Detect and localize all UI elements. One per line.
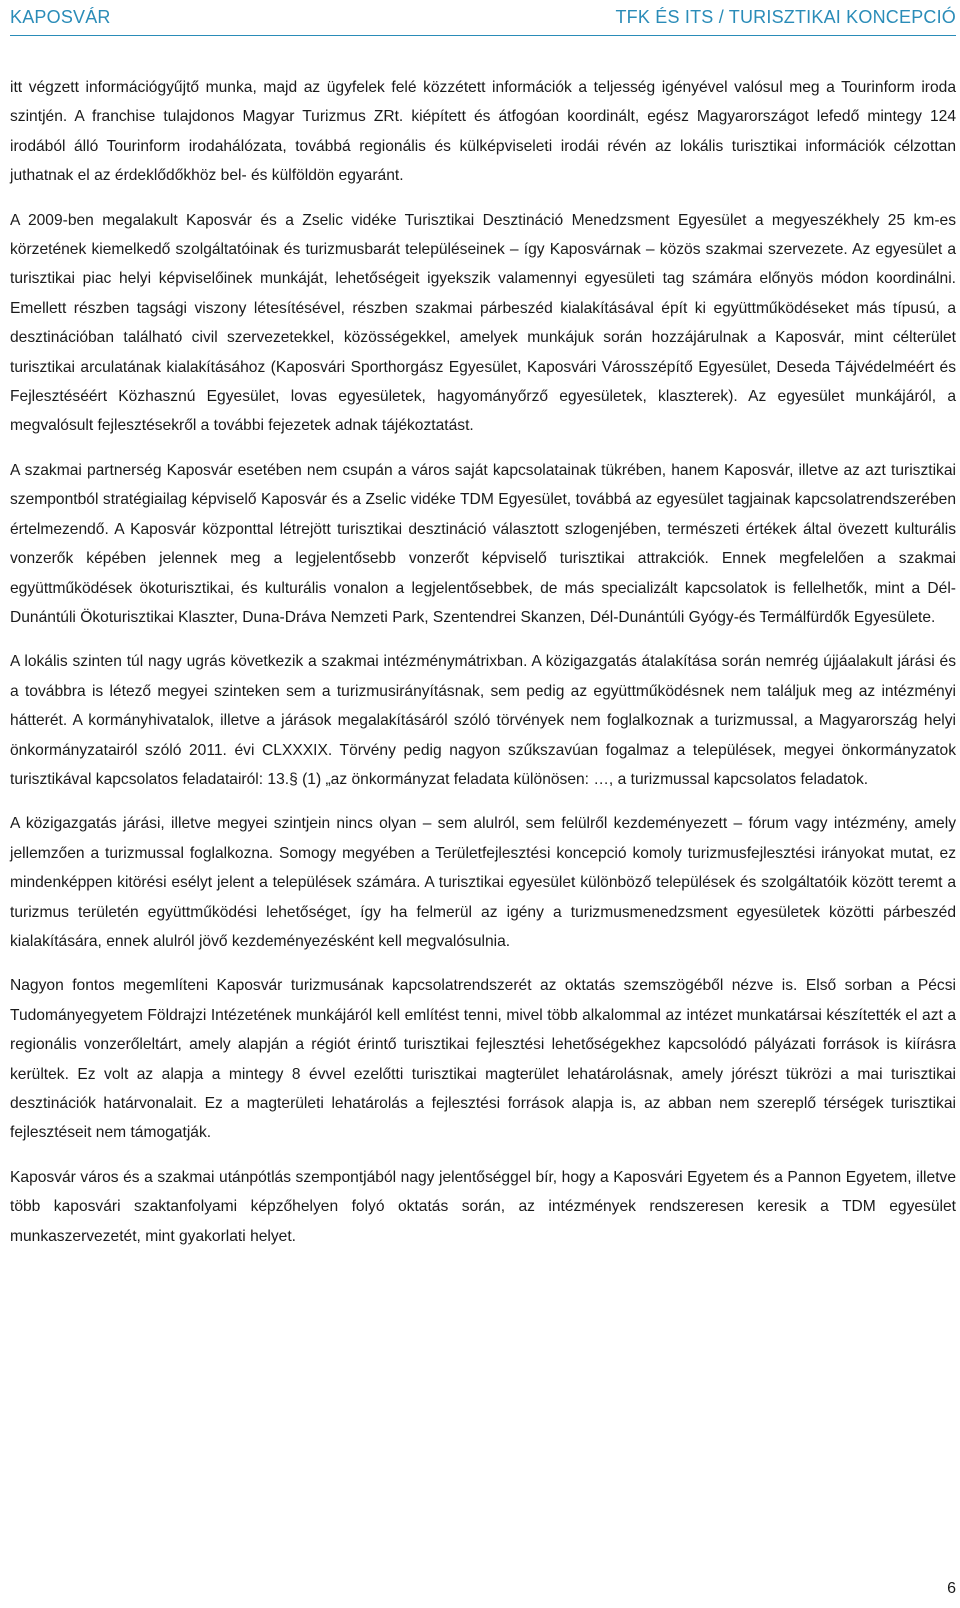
paragraph-7: Kaposvár város és a szakmai utánpótlás szempontjából nagy jelentőséggel bír, hogy a Kaposvári Egyetem és a Pannon Egyetem, illetve több kaposvári szaktanfolyami képzőhelyen folyó oktatás során, az intézmények rendszeresen keresik a TDM egyesület munkaszervezetét, mint gyakorlati helyet. — [10, 1168, 956, 1245]
paragraph-6: Nagyon fontos megemlíteni Kaposvár turizmusának kapcsolatrendszerét az oktatás szemszögéből nézve is. Első sorban a Pécsi Tudományegyetem Földrajzi Intézetének munkájáról kell említést tenni, mivel több alkalommal az intézet munkatársai készítették el azt a regionális vonzerőleltárt, amely alapján a régiót érintő turisztikai fejlesztési lehetőségekhez kapcsolódó pályázati források is kiírásra kerültek. Ez volt az alapja a mintegy 8 évvel ezelőtti turisztikai magterület lehatárolásnak, amely jórészt tükrözi a mai turisztikai desztinációk határvonalait. Ez a magterületi lehatárolás a fejlesztési források alapja is, az abban nem szereplő térségek turisztikai fejlesztéseit nem támogatják. — [10, 977, 956, 1142]
paragraph-3: A szakmai partnerség Kaposvár esetében nem csupán a város saját kapcsolatainak tükrében, hanem Kaposvár, illetve az azt turisztikai szempontból stratégiailag képviselő Kaposvár és a Zselic vidéke TDM Egyesület, továbbá az egyesület tagjainak kapcsolatrendszerében értelmezendő. A Kaposvár központtal létrejött turisztikai desztináció választott szlogenjében, természeti értékek által övezett kulturális vonzerők képében jelennek meg a legjelentősebb vonzerőt képviselő turisztikai attrakciók. Ennek megfelelően a szakmai együttműködések ökoturisztikai, és kulturális vonalon a legjelentősebbek, de más specializált kapcsolatok is fellelhetők, mint a Dél-Dunántúli Ökoturisztikai Klaszter, Duna-Dráva Nemzeti Park, Szentendrei Skanzen, Dél-Dunántúli Gyógy-és Termálfürdők Egyesülete. — [10, 461, 956, 626]
document-body — [10, 73, 956, 1266]
page-number: 6 — [947, 1580, 956, 1597]
paragraph-2: A 2009-ben megalakult Kaposvár és a Zselic vidéke Turisztikai Desztináció Menedzsment Egyesület a megyeszékhely 25 km-es körzetének kiemelkedő szolgáltatóinak és turizmusbarát településeinek – így Kaposvárnak – közös szakmai szervezete. Az egyesület a turisztikai piac helyi képviselőinek munkáját, lehetőségeit igyekszik valamennyi egyesületi tag számára előnyös módon koordinálni. Emellett részben tagsági viszony létesítésével, részben szakmai párbeszéd kialakításával épít ki együttműködéseket más típusú, a desztinációban található civil szervezetekkel, közösségekkel, amelyek munkájuk során hozzájárulnak a Kaposvár, mint célterület turisztikai arculatának kialakításához (Kaposvári Sporthorgász Egyesület, Kaposvári Városszépítő Egyesület, Deseda Tájvédelméért és Fejlesztéséért Közhasznú Egyesület, lovas egyesületek, hagyományőrző egyesületek, klaszterek). Az egyesület munkájáról, a megvalósult fejlesztésekről a további fejezetek adnak tájékoztatást. — [10, 211, 956, 435]
page-header — [10, 0, 956, 36]
paragraph-5: A közigazgatás járási, illetve megyei szintjein nincs olyan – sem alulról, sem felülről kezdeményezett – fórum vagy intézmény, amely jellemzően a turizmussal foglalkozna. Somogy megyében a Területfejlesztési koncepció komoly turizmusfejlesztési irányokat mutat, ez mindenképpen kitörési esélyt jelent a települések számára. A turisztikai egyesület különböző települések és szolgáltatóik között teremt a turizmus területén együttműködési lehetőséget, így ha felmerül az igény a turizmusmenedzsment egyesületek közötti párbeszéd kialakítására, ennek alulról jövő kezdeményezésként kell megvalósulnia. — [10, 815, 956, 950]
header-document-title: TFK ÉS ITS / TURISZTIKAI KONCEPCIÓ — [615, 7, 956, 27]
paragraph-4: A lokális szinten túl nagy ugrás következik a szakmai intézménymátrixban. A közigazgatás átalakítása során nemrég újjáalakult járási és a továbbra is létező megyei szinteken sem a turizmusirányításnak, sem pedig az együttműködésnek nem találjuk meg az intézményi hátterét. A kormányhivatalok, illetve a járások megalakításáról szóló törvények nem foglalkoznak a turizmussal, a Magyarország helyi önkormányzatairól szóló 2011. évi CLXXXIX. Törvény pedig nagyon szűkszavúan fogalmaz a települések, megyei önkormányzatok turisztikával kapcsolatos feladatairól: 13.§ (1) „az önkormányzat feladata különösen: …, a turizmussal kapcsolatos feladatok. — [10, 653, 956, 788]
paragraph-1: itt végzett információgyűjtő munka, majd az ügyfelek felé közzétett információk a teljesség igényével valósul meg a Tourinform iroda szintjén. A franchise tulajdonos Magyar Turizmus ZRt. kiépített és átfogóan koordinált, egész Magyarországot lefedő mintegy 124 irodából álló Tourinform irodahálózata, továbbá regionális és külképviseleti irodái révén az lokális turisztikai információk célzottan juthatnak el az érdeklődőkhöz bel- és külföldön egyaránt. — [10, 79, 956, 185]
header-city-title: KAPOSVÁR — [10, 7, 111, 27]
